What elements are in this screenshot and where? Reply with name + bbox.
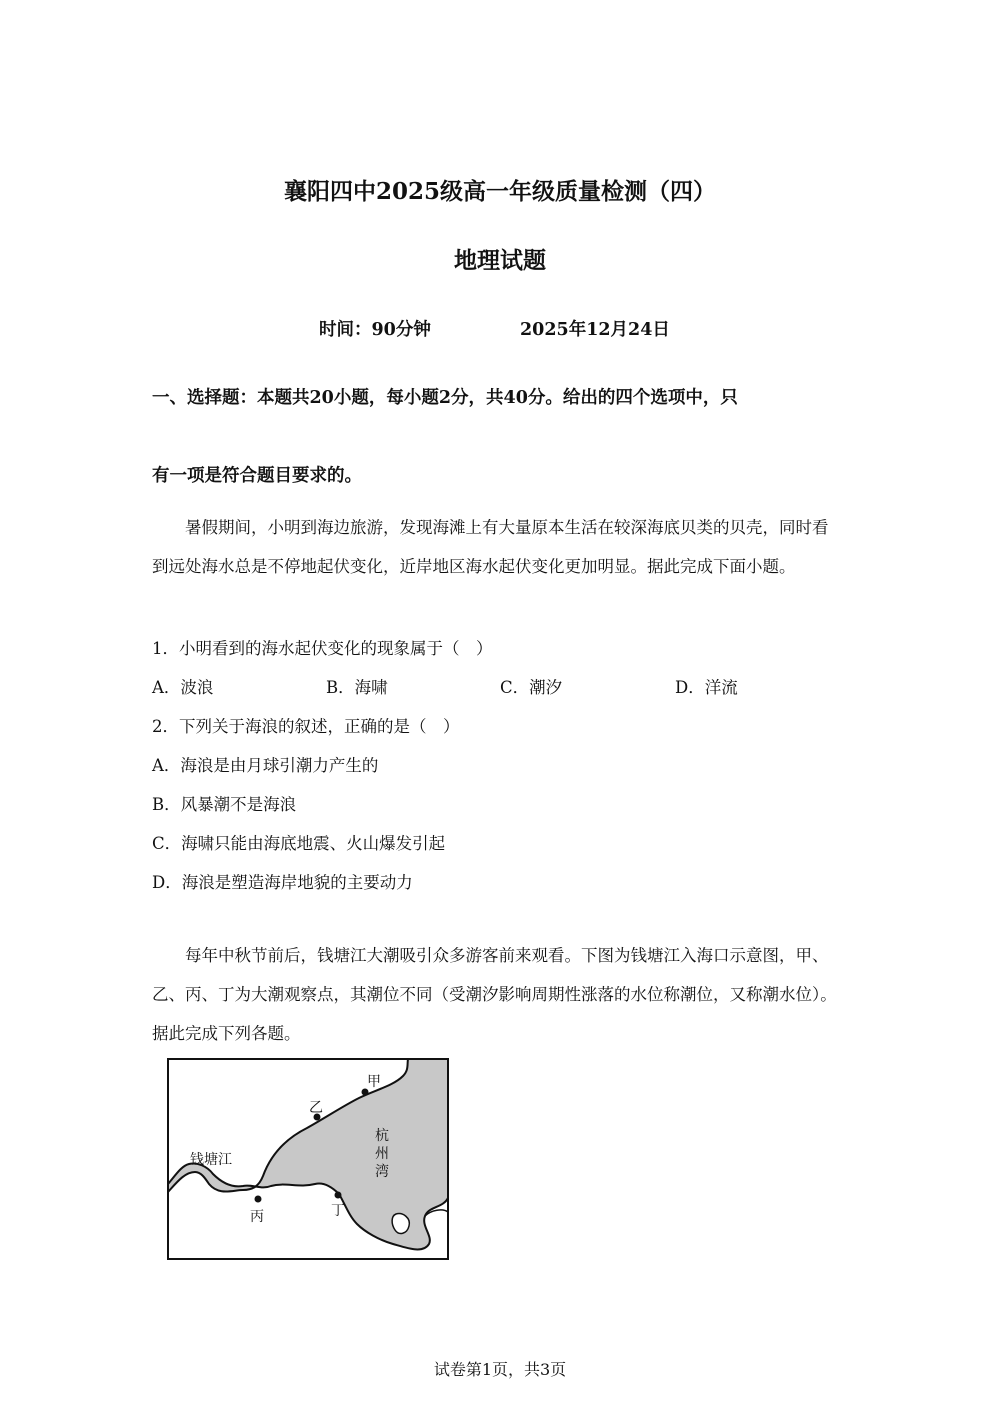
exam-date: 2025年12月24日 [520,320,670,340]
qiantang-estuary-map [167,1058,449,1260]
label-ding: 丁 [331,1203,345,1219]
passage-1: 暑假期间，小明到海边旅游，发现海滩上有大量原本生活在较深海底贝类的贝壳，同时看到远处海水总是不停地起伏变化，近岸地区海水起伏变化更加明显。据此完成下面小题。 [152,518,829,576]
exam-subject: 地理试题 [454,247,546,274]
point-ding-marker [335,1192,342,1199]
page-footer: 试卷第1页，共3页 [433,1360,567,1379]
question-1-option-c: C．潮汐 [500,678,563,697]
island [392,1214,409,1234]
label-jia: 甲 [367,1074,381,1090]
question-2-option-a: A．海浪是由月球引潮力产生的 [152,756,379,775]
label-bay-2: 州 [375,1146,389,1162]
passage-2: 每年中秋节前后，钱塘江大潮吸引众多游客前来观看。下图为钱塘江入海口示意图，甲、乙、丙、丁为大潮观察点，其潮位不同（受潮汐影响周期性涨落的水位称潮位，又称潮水位）。据此完成下列各题。 [152,946,837,1043]
question-1-option-a: A．波浪 [152,678,214,697]
question-2-option-c: C．海啸只能由海底地震、火山爆发引起 [152,834,446,853]
question-1-option-b: B．海啸 [326,678,388,697]
label-river: 钱塘江 [190,1152,232,1168]
label-yi: 乙 [309,1100,323,1116]
question-2-stem: 2．下列关于海浪的叙述，正确的是（ ） [152,717,460,736]
question-2-option-b: B．风暴潮不是海浪 [152,795,297,814]
section-heading-line2: 有一项是符合题目要求的。 [152,466,362,486]
label-bay-3: 湾 [375,1164,389,1180]
exam-time: 时间：90分钟 [319,320,431,340]
question-1-stem: 1．小明看到的海水起伏变化的现象属于（ ） [152,639,493,658]
question-1-option-d: D．洋流 [675,678,738,697]
label-bay-1: 杭 [375,1128,389,1144]
section-heading-line1: 一、选择题：本题共20小题，每小题2分，共40分。给出的四个选项中，只 [152,388,738,408]
point-bing-marker [255,1196,262,1203]
question-2-option-d: D．海浪是塑造海岸地貌的主要动力 [152,873,413,892]
exam-title: 襄阳四中2025级高一年级质量检测（四） [283,178,716,205]
label-bing: 丙 [250,1209,264,1225]
